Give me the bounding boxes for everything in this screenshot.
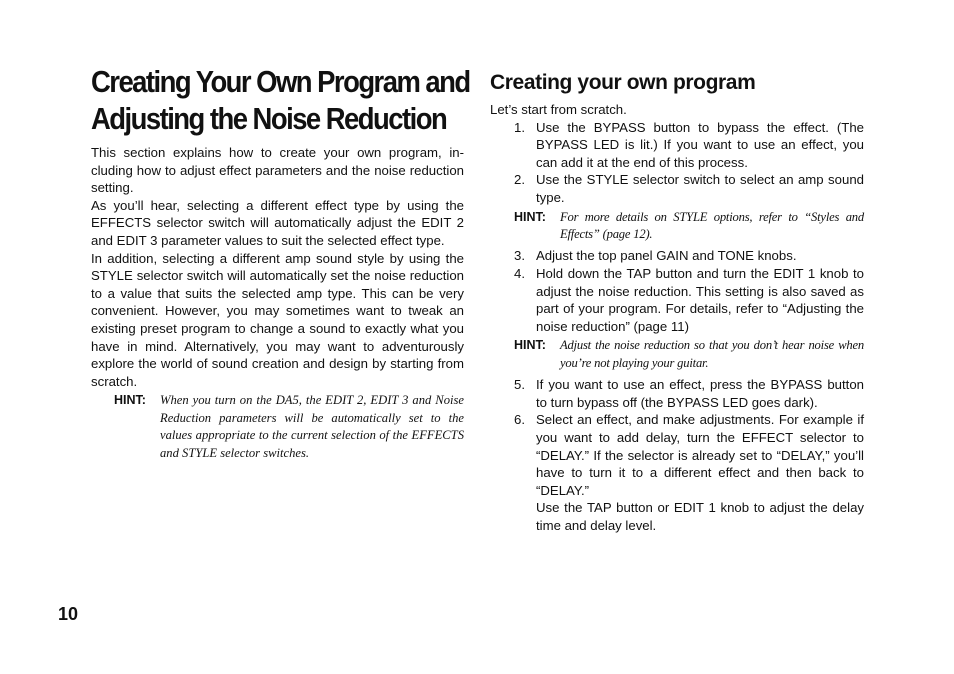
lead-text: Let’s start from scratch.	[490, 102, 627, 117]
hint-style-options	[514, 209, 864, 244]
hint-noise-reduction	[514, 337, 864, 372]
step-item	[490, 171, 864, 206]
step-text: Select an effect, and make adjustments. For example if you want to add delay, turn the EFFECT selector to “DELAY.” If the selector is already set to “DELAY,” you’ll have to turn it to a different effect and then back to “DELAY.”	[536, 412, 864, 498]
hint-text: When you turn on the DA5, the EDIT 2, EDIT 3 and Noise Reduction parameters will be automatically set to the values appropriate to the current selection of the EFFECTS and STYLE selector switches.	[160, 393, 464, 460]
step-extra-text: Use the TAP button or EDIT 1 knob to adjust the delay time and delay level.	[536, 500, 864, 533]
step-number: 5.	[514, 377, 525, 393]
step-item	[490, 376, 864, 411]
intro-text	[91, 144, 464, 390]
intro-paragraph-3: In addition, selecting a different amp sound style by using the STYLE selector switch will automatically set the noise reduction to a value that suits the selected amp type. This can be very convenient. However, you may sometimes want to tweak an existing preset program to change a sound to exactly what you have in mind. Alternatively, you may want to adventurously explore the world of sound creation and design by starting from scratch.	[91, 250, 464, 389]
step-text: Adjust the top panel GAIN and TONE knobs.	[536, 248, 797, 264]
step-number: 2.	[514, 172, 525, 188]
step-text: Use the STYLE selector switch to select an amp sound type.	[536, 172, 864, 205]
right-column	[490, 70, 864, 535]
left-column	[91, 64, 470, 462]
main-title-line-1: Creating Your Own Program and	[91, 65, 470, 99]
step-number: 3.	[514, 248, 525, 264]
hint-startup	[114, 392, 464, 462]
hint-label: HINT:	[114, 393, 146, 408]
hint-text: For more details on STYLE options, refer to “Styles and Effects” (page 12).	[560, 209, 864, 241]
step-item	[490, 265, 864, 335]
step-item	[490, 247, 864, 265]
intro-paragraph-1: This section explains how to create your own program, including how to adjust effect parameters and the noise reduction setting.	[91, 145, 464, 196]
main-title-line-2: Adjusting the Noise Reduction	[91, 102, 447, 136]
step-text: Use the BYPASS button to bypass the effect. (The BYPASS LED is lit.) If you want to use an effect, you can add it at the end of this process.	[536, 119, 864, 170]
steps-list-c	[490, 376, 864, 534]
intro-paragraph-2: As you’ll hear, selecting a different effect type by using the EFFECTS selector switch will automatically adjust the EDIT 2 and EDIT 3 parameter values to suit the selected effect type.	[91, 197, 464, 248]
hint-text: Adjust the noise reduction so that you don’t hear noise when you’re not playing your guitar.	[560, 338, 864, 370]
main-title	[91, 64, 469, 138]
step-text: Hold down the TAP button and turn the EDIT 1 knob to adjust the noise reduction. This setting is also saved as part of your program. For details, refer to “Adjusting the noise reduction” (page 11)	[536, 265, 864, 334]
step-number: 1.	[514, 119, 525, 135]
step-item	[490, 119, 864, 172]
step-item	[490, 411, 864, 534]
step-number: 4.	[514, 265, 525, 281]
hint-label: HINT:	[514, 209, 546, 224]
steps-list-b	[490, 247, 864, 335]
step-text: If you want to use an effect, press the BYPASS button to turn bypass off (the BYPASS LED goes dark).	[536, 377, 864, 410]
step-number: 6.	[514, 412, 525, 428]
steps-list-a	[490, 119, 864, 207]
page-number: 10	[58, 604, 79, 624]
hint-label: HINT:	[514, 338, 546, 353]
section-title: Creating your own program	[490, 71, 756, 94]
